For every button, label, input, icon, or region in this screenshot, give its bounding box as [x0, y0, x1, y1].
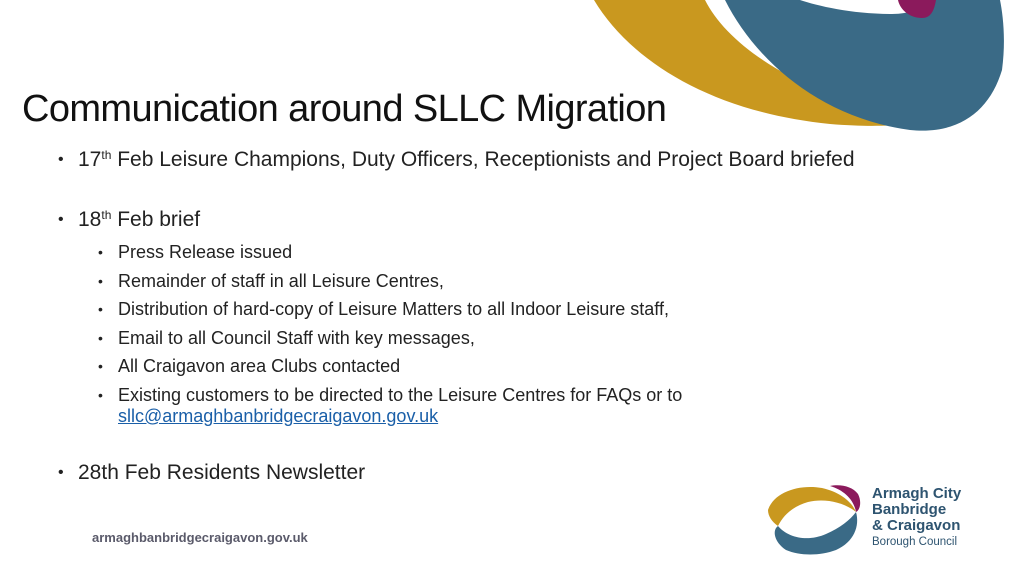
bullet-text: Feb Leisure Champions, Duty Officers, Receptionists and Project Board briefed — [111, 148, 855, 171]
sub-bullet-item: • Press Release issued — [98, 238, 978, 267]
slide-title: Communication around SLLC Migration — [22, 88, 667, 130]
sub-bullet-text: Existing customers to be directed to the Leisure Centres for FAQs or to — [118, 384, 683, 405]
logo-line-4: Borough Council — [872, 536, 958, 548]
footer-url: armaghbanbridgecraigavon.gov.uk — [92, 530, 308, 545]
sub-bullet-item: • All Craigavon area Clubs contacted — [98, 352, 978, 381]
bullet-date: 18 — [78, 208, 102, 231]
bullet-text: Feb brief — [111, 208, 201, 231]
council-name — [872, 486, 961, 550]
council-logo — [764, 480, 1014, 560]
date-suffix: th — [101, 208, 112, 222]
sub-bullet-item: • Remainder of staff in all Leisure Centres, — [98, 267, 978, 296]
bullet-list — [58, 146, 978, 487]
council-logo-mark-icon — [764, 480, 864, 560]
logo-line-1: Armagh City — [872, 485, 962, 502]
date-suffix: th — [101, 148, 112, 162]
sub-bullet-item: • Distribution of hard-copy of Leisure Matters to all Indoor Leisure staff, — [98, 295, 978, 324]
bullet-item — [58, 146, 978, 174]
bullet-item — [58, 206, 978, 234]
bullet-date: 17 — [78, 148, 102, 171]
logo-line-2: Banbridge — [872, 501, 947, 518]
logo-line-3: & Craigavon — [872, 517, 961, 534]
sub-bullet-list — [98, 238, 978, 427]
sub-bullet-item — [98, 381, 978, 428]
email-link[interactable]: sllc@armaghbanbridgecraigavon.gov.uk — [118, 406, 439, 426]
bullet-item: • 28th Feb Residents Newsletter — [58, 459, 978, 487]
sub-bullet-item: • Email to all Council Staff with key messages, — [98, 324, 978, 353]
